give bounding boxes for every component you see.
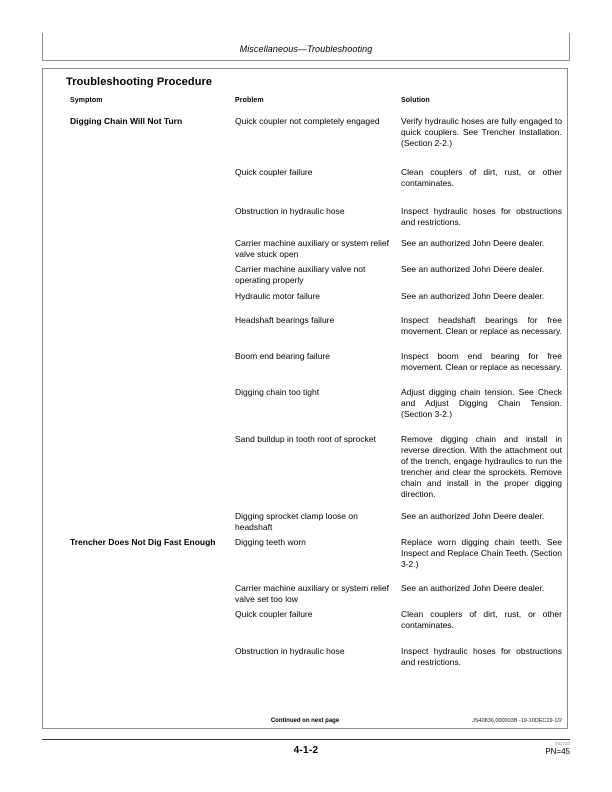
symptom-cell <box>70 291 235 302</box>
solution-cell: Remove digging chain and install in reverse direction. With the attachment out of the trench, engage hydraulics to run the trencher and clear the sprockets. Remove chain and install in the proper digging direction. <box>401 434 562 499</box>
solution-cell: See an authorized John Deere dealer. <box>401 583 545 593</box>
symptom-cell <box>70 609 235 631</box>
table-row <box>70 206 562 228</box>
symptom-cell <box>70 167 235 189</box>
table-row <box>70 434 562 500</box>
table-row <box>70 537 562 570</box>
symptom-cell: Digging Chain Will Not Turn <box>70 116 183 126</box>
symptom-cell <box>70 583 235 605</box>
problem-cell: Digging teeth worn <box>235 537 306 547</box>
solution-cell: Inspect hydraulic hoses for obstructions and restrictions. <box>401 206 562 227</box>
solution-cell: Inspect boom end bearing for free movement. Clean or replace as necessary. <box>401 351 562 372</box>
table-row <box>70 315 562 337</box>
table-row <box>70 511 562 533</box>
solution-cell: See an authorized John Deere dealer. <box>401 511 545 521</box>
table-row <box>70 291 562 302</box>
symptom-cell <box>70 206 235 228</box>
symptom-cell <box>70 387 235 420</box>
column-header-problem: Problem <box>235 97 264 104</box>
problem-cell: Obstruction in hydraulic hose <box>235 646 345 656</box>
problem-cell: Carrier machine auxiliary or system relief valve set too low <box>235 583 389 604</box>
symptom-cell <box>70 511 235 533</box>
problem-cell: Digging chain too tight <box>235 387 320 397</box>
print-code: 032720 <box>554 741 570 746</box>
symptom-cell <box>70 315 235 337</box>
solution-cell: See an authorized John Deere dealer. <box>401 238 545 248</box>
section-title: Troubleshooting Procedure <box>66 76 213 88</box>
pn-number: PN=45 <box>545 747 570 756</box>
problem-cell: Sand buildup in tooth root of sprocket <box>235 434 376 444</box>
table-row <box>70 646 562 668</box>
solution-cell: Clean couplers of dirt, rust, or other contaminates. <box>401 167 562 188</box>
table-rows <box>70 116 562 668</box>
box-footer <box>43 717 567 725</box>
symptom-cell <box>70 264 235 286</box>
column-header-solution: Solution <box>401 97 430 104</box>
solution-cell: Inspect headshaft bearings for free movement. Clean or replace as necessary. <box>401 315 562 336</box>
column-header-row <box>70 96 562 105</box>
continued-note: Continued on next page <box>270 718 340 724</box>
problem-cell: Carrier machine auxiliary valve not operating properly <box>235 264 366 285</box>
solution-cell: Clean couplers of dirt, rust, or other contaminates. <box>401 609 562 630</box>
document-id: JS40836,000003B -19-10DEC19-1/2 <box>472 718 562 724</box>
problem-cell: Quick coupler failure <box>235 167 313 177</box>
problem-cell: Obstruction in hydraulic hose <box>235 206 345 216</box>
problem-cell: Headshaft bearings failure <box>235 315 335 325</box>
problem-cell: Quick coupler not completely engaged <box>235 116 380 126</box>
problem-cell: Digging sprocket clamp loose on headshaft <box>235 511 358 532</box>
symptom-cell <box>70 238 235 260</box>
problem-cell: Quick coupler failure <box>235 609 313 619</box>
problem-cell: Boom end bearing failure <box>235 351 330 361</box>
symptom-cell <box>70 646 235 668</box>
troubleshooting-box <box>42 68 568 729</box>
table-row <box>70 167 562 189</box>
solution-cell: See an authorized John Deere dealer. <box>401 264 545 274</box>
solution-cell: Inspect hydraulic hoses for obstructions and restrictions. <box>401 646 562 667</box>
table-row <box>70 264 562 286</box>
solution-cell: Verify hydraulic hoses are fully engaged to quick couplers. See Trencher Installation. (Section 2-2.) <box>401 116 562 148</box>
symptom-cell <box>70 351 235 373</box>
column-header-symptom: Symptom <box>70 97 103 104</box>
problem-cell: Hydraulic motor failure <box>235 291 321 301</box>
running-header <box>42 33 570 61</box>
pn-block <box>545 741 570 756</box>
symptom-cell: Trencher Does Not Dig Fast Enough <box>70 537 216 547</box>
table-row <box>70 351 562 373</box>
table-row <box>70 116 562 149</box>
solution-cell: Adjust digging chain tension. See Check and Adjust Digging Chain Tension. (Section 3-2.) <box>401 387 562 419</box>
running-header-title: Miscellaneous—Troubleshooting <box>239 44 373 54</box>
table-row <box>70 583 562 605</box>
symptom-cell <box>70 434 235 500</box>
table-row <box>70 387 562 420</box>
table-row <box>70 609 562 631</box>
solution-cell: Replace worn digging chain teeth. See Inspect and Replace Chain Teeth. (Section 3-2.) <box>401 537 562 569</box>
page-number: 4-1-2 <box>293 745 319 756</box>
problem-cell: Carrier machine auxiliary or system relief valve stuck open <box>235 238 389 259</box>
solution-cell: See an authorized John Deere dealer. <box>401 291 545 301</box>
footer-rule <box>42 739 570 740</box>
table-row <box>70 238 562 260</box>
